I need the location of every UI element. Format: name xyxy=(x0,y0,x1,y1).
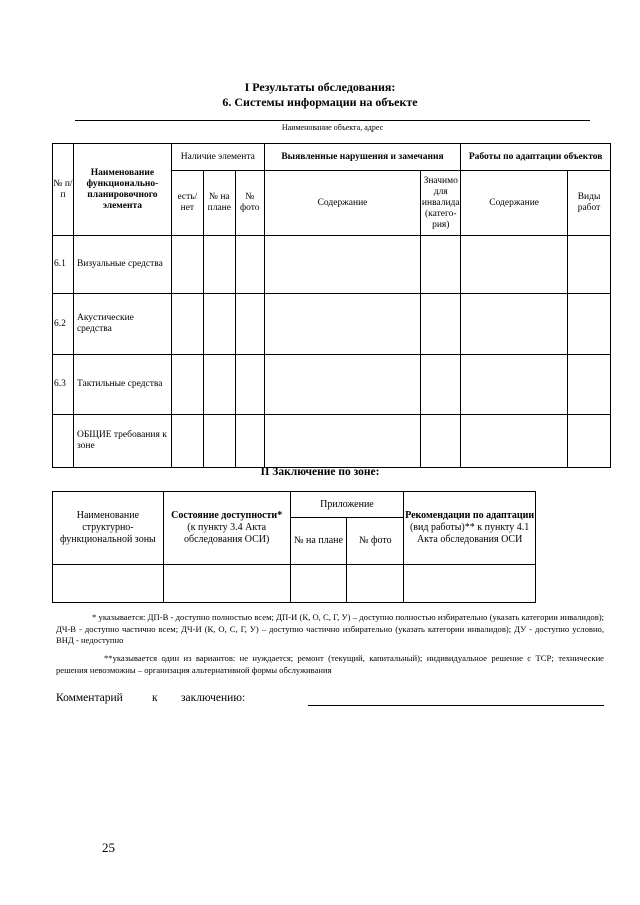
comment-word-3: заключению: xyxy=(181,692,246,704)
col-zone-header: Наименование структурно-функциональной зоны xyxy=(53,492,164,565)
cell-exists[interactable] xyxy=(171,294,203,355)
cell-works-types[interactable] xyxy=(568,294,611,355)
cell-state[interactable] xyxy=(163,565,290,603)
col-works-types-header: Виды работ xyxy=(568,171,611,236)
cell-content[interactable] xyxy=(264,355,421,415)
cell-significant[interactable] xyxy=(421,236,461,294)
cell-plan-no[interactable] xyxy=(203,355,235,415)
cell-works-content[interactable] xyxy=(461,294,568,355)
comment-word-1: Комментарий xyxy=(56,692,123,704)
row-num: 6.2 xyxy=(53,294,74,355)
row-name: Визуальные средства xyxy=(73,236,171,294)
cell-works-types[interactable] xyxy=(568,415,611,468)
conclusion-table xyxy=(52,491,536,603)
section-2-title: II Заключение по зоне: xyxy=(260,466,380,478)
recs-bold: Рекомендации по адаптации xyxy=(405,510,535,521)
cell-exists[interactable] xyxy=(171,415,203,468)
table-row xyxy=(53,565,536,603)
table-row xyxy=(53,415,611,468)
table-row xyxy=(53,355,611,415)
table-row xyxy=(53,294,611,355)
table-row xyxy=(53,236,611,294)
row-name: ОБЩИЕ требования к зоне xyxy=(73,415,171,468)
group-works-header: Работы по адаптации объектов xyxy=(461,144,611,171)
col-photo-no-header: № фото xyxy=(235,171,264,236)
row-name: Акустические средства xyxy=(73,294,171,355)
group-appendix-header: Приложение xyxy=(290,492,404,518)
cell-significant[interactable] xyxy=(421,415,461,468)
cell-photo-no[interactable] xyxy=(235,415,264,468)
col-exists-header: есть/ нет xyxy=(171,171,203,236)
recs-note: (вид работы)** к пункту 4.1 Акта обследования ОСИ xyxy=(409,522,530,545)
cell-exists[interactable] xyxy=(171,236,203,294)
comment-word-2: к xyxy=(152,692,158,704)
col-works-content-header: Содержание xyxy=(461,171,568,236)
cell-zone[interactable] xyxy=(53,565,164,603)
cell-significant[interactable] xyxy=(421,294,461,355)
cell-significant[interactable] xyxy=(421,355,461,415)
comment-line xyxy=(56,692,604,708)
col-recs-header xyxy=(404,492,536,565)
footnote-2: **указывается один из вариантов: не нуждается; ремонт (текущий, капитальный); индивидуальное решение с ТСР; технические решения невозможны – организация альтернативной формы обслуживания xyxy=(56,653,604,675)
cell-works-types[interactable] xyxy=(568,236,611,294)
group-presence-header: Наличие элемента xyxy=(171,144,264,171)
cell-works-content[interactable] xyxy=(461,355,568,415)
row-name: Тактильные средства xyxy=(73,355,171,415)
col-name-header: Наименование функционально-планировочного элемента xyxy=(73,144,171,236)
cell-content[interactable] xyxy=(264,415,421,468)
col-content-header: Содержание xyxy=(264,171,421,236)
cell-exists[interactable] xyxy=(171,355,203,415)
cell-appendix-plan[interactable] xyxy=(290,565,347,603)
col-appendix-photo-header: № фото xyxy=(347,518,404,565)
cell-photo-no[interactable] xyxy=(235,236,264,294)
state-bold: Состояние доступности* xyxy=(171,510,283,521)
col-state-header xyxy=(163,492,290,565)
cell-works-content[interactable] xyxy=(461,236,568,294)
cell-plan-no[interactable] xyxy=(203,236,235,294)
title-line-1: I Результаты обследования: xyxy=(244,80,396,94)
page-number: 25 xyxy=(102,840,115,855)
group-violations-header: Выявленные нарушения и замечания xyxy=(264,144,461,171)
cell-photo-no[interactable] xyxy=(235,294,264,355)
state-note: (к пункту 3.4 Акта обследования ОСИ) xyxy=(184,522,270,545)
col-appendix-plan-header: № на плане xyxy=(290,518,347,565)
object-name-line xyxy=(75,120,590,121)
cell-works-types[interactable] xyxy=(568,355,611,415)
row-num: 6.1 xyxy=(53,236,74,294)
cell-recs[interactable] xyxy=(404,565,536,603)
results-table xyxy=(52,143,611,468)
cell-content[interactable] xyxy=(264,294,421,355)
object-caption: Наименование объекта, адрес xyxy=(281,123,384,132)
cell-appendix-photo[interactable] xyxy=(347,565,404,603)
col-significant-header: Значимо для инвалида (катего-рия) xyxy=(421,171,461,236)
cell-content[interactable] xyxy=(264,236,421,294)
row-num xyxy=(53,415,74,468)
cell-plan-no[interactable] xyxy=(203,294,235,355)
footnote-1: * указывается: ДП-В - доступно полностью всем; ДП-И (К, О, С, Г, У) – доступно полностью избирательно (указать категории инвалидов); ДЧ-В - доступно частично всем; ДЧ-И (К, О, С, Г, У) – доступно частично избирательно (указать категории инвалидов); ДУ - доступно условно, ВНД - недоступно xyxy=(56,612,604,645)
cell-photo-no[interactable] xyxy=(235,355,264,415)
comment-input-line[interactable] xyxy=(308,705,604,706)
col-plan-no-header: № на плане xyxy=(203,171,235,236)
cell-works-content[interactable] xyxy=(461,415,568,468)
col-num-header: № п/п xyxy=(53,144,74,236)
title-line-2: 6. Системы информации на объекте xyxy=(222,95,418,109)
cell-plan-no[interactable] xyxy=(203,415,235,468)
row-num: 6.3 xyxy=(53,355,74,415)
